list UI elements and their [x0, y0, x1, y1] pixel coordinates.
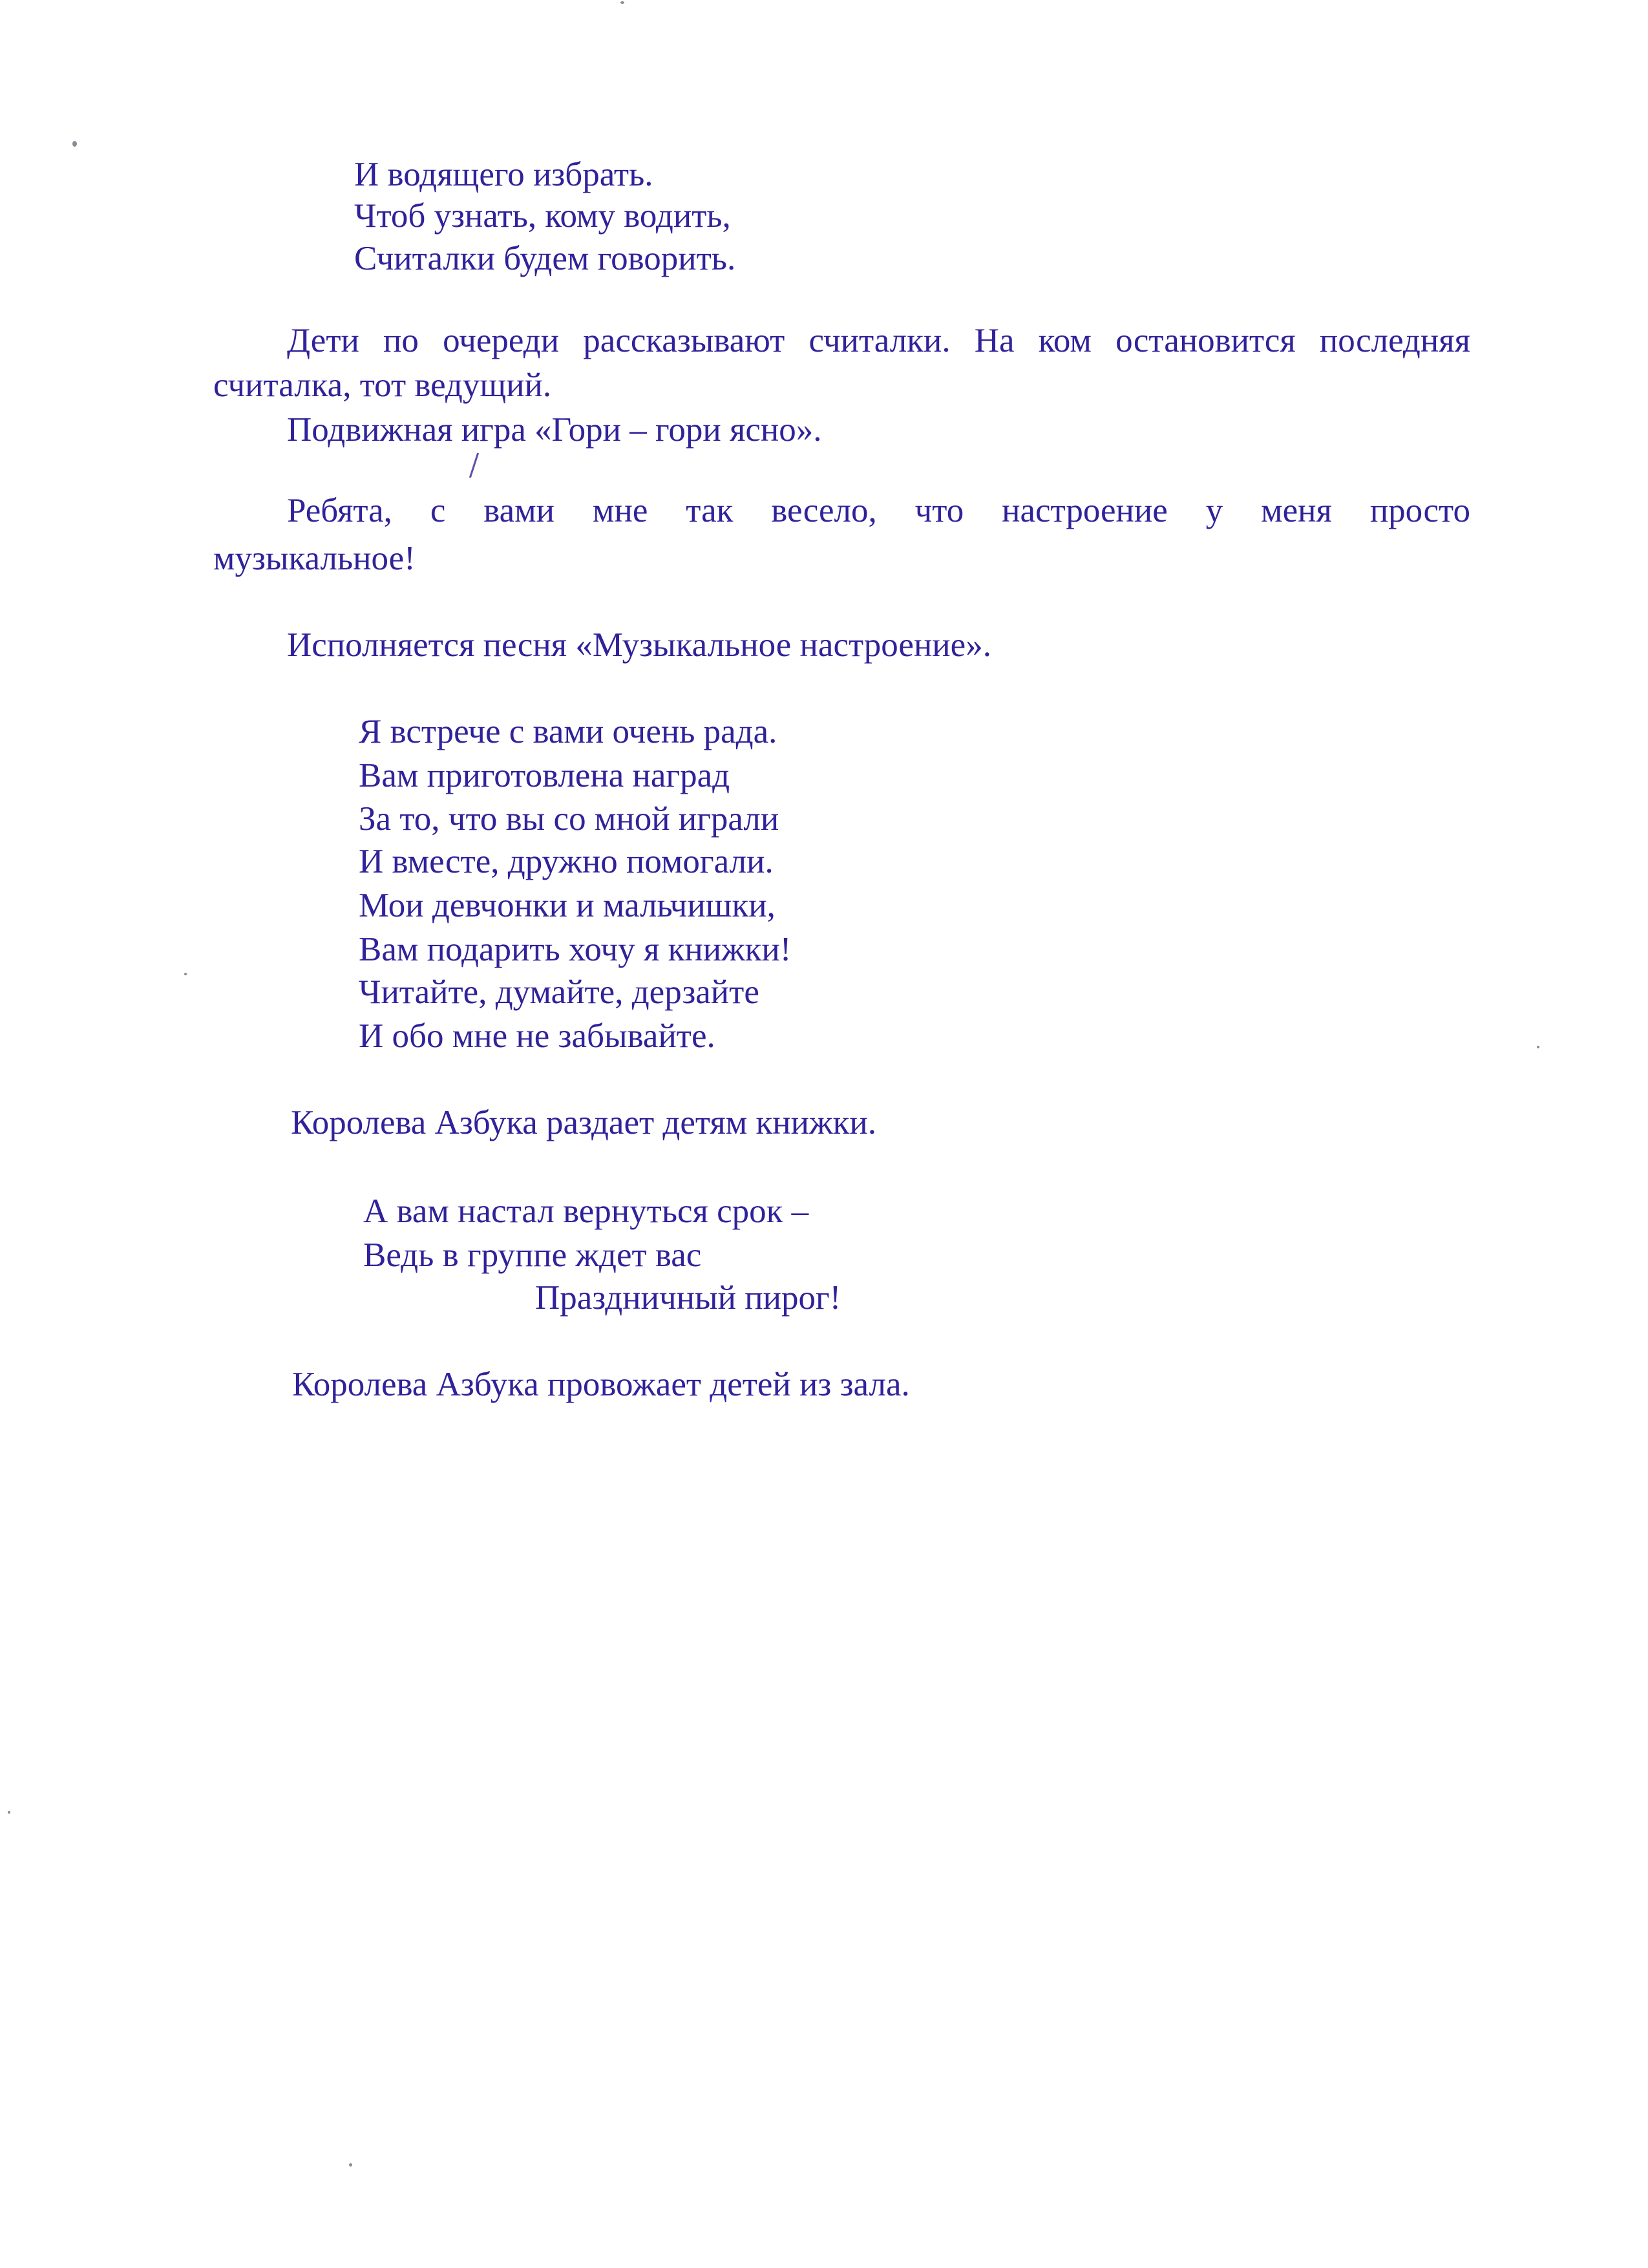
paragraph-counting-line: считалка, тот ведущий. — [213, 366, 552, 404]
paragraph-counting-line: Дети по очереди рассказывают считалки. На ком остановится последняя — [287, 322, 1470, 359]
scan-speck — [1537, 1046, 1539, 1048]
verse-reward-line: Мои девчонки и мальчишки, — [359, 887, 776, 924]
pen-mark — [469, 453, 479, 478]
verse-return-line: Ведь в группе ждет вас — [363, 1236, 702, 1274]
verse-return-line: А вам настал вернуться срок – — [363, 1192, 809, 1230]
verse-reward-line: И вместе, дружно помогали. — [359, 843, 774, 880]
verse-opening-line: И водящего избрать. — [354, 156, 653, 193]
verse-reward-line: Вам подарить хочу я книжки! — [359, 931, 792, 968]
paragraph-farewell: Королева Азбука провожает детей из зала. — [292, 1366, 910, 1403]
scan-speck — [8, 1811, 10, 1814]
scan-speck — [184, 973, 187, 975]
verse-return-line: Праздничный пирог! — [535, 1279, 841, 1317]
scan-speck — [620, 1, 624, 4]
verse-reward-line: Читайте, думайте, дерзайте — [359, 973, 759, 1011]
paragraph-song: Исполняется песня «Музыкальное настроение». — [287, 626, 991, 664]
verse-reward-line: Я встрече с вами очень рада. — [359, 713, 777, 750]
verse-reward-line: За то, что вы со мной играли — [359, 800, 779, 838]
verse-opening-line: Считалки будем говорить. — [354, 240, 736, 277]
scan-speck — [349, 2163, 352, 2167]
verse-reward-line: Вам приготовлена наград — [359, 757, 730, 794]
paragraph-mood-line: Ребята, с вами мне так весело, что настроение у меня просто — [287, 492, 1470, 529]
paragraph-books: Королева Азбука раздает детям книжки. — [291, 1104, 876, 1141]
paragraph-mood-line: музыкальное! — [213, 540, 416, 577]
paragraph-game: Подвижная игра «Гори – гори ясно». — [287, 411, 822, 449]
scan-speck — [72, 141, 77, 147]
verse-reward-line: И обо мне не забывайте. — [359, 1017, 715, 1055]
verse-opening-line: Чтоб узнать, кому водить, — [354, 197, 731, 235]
